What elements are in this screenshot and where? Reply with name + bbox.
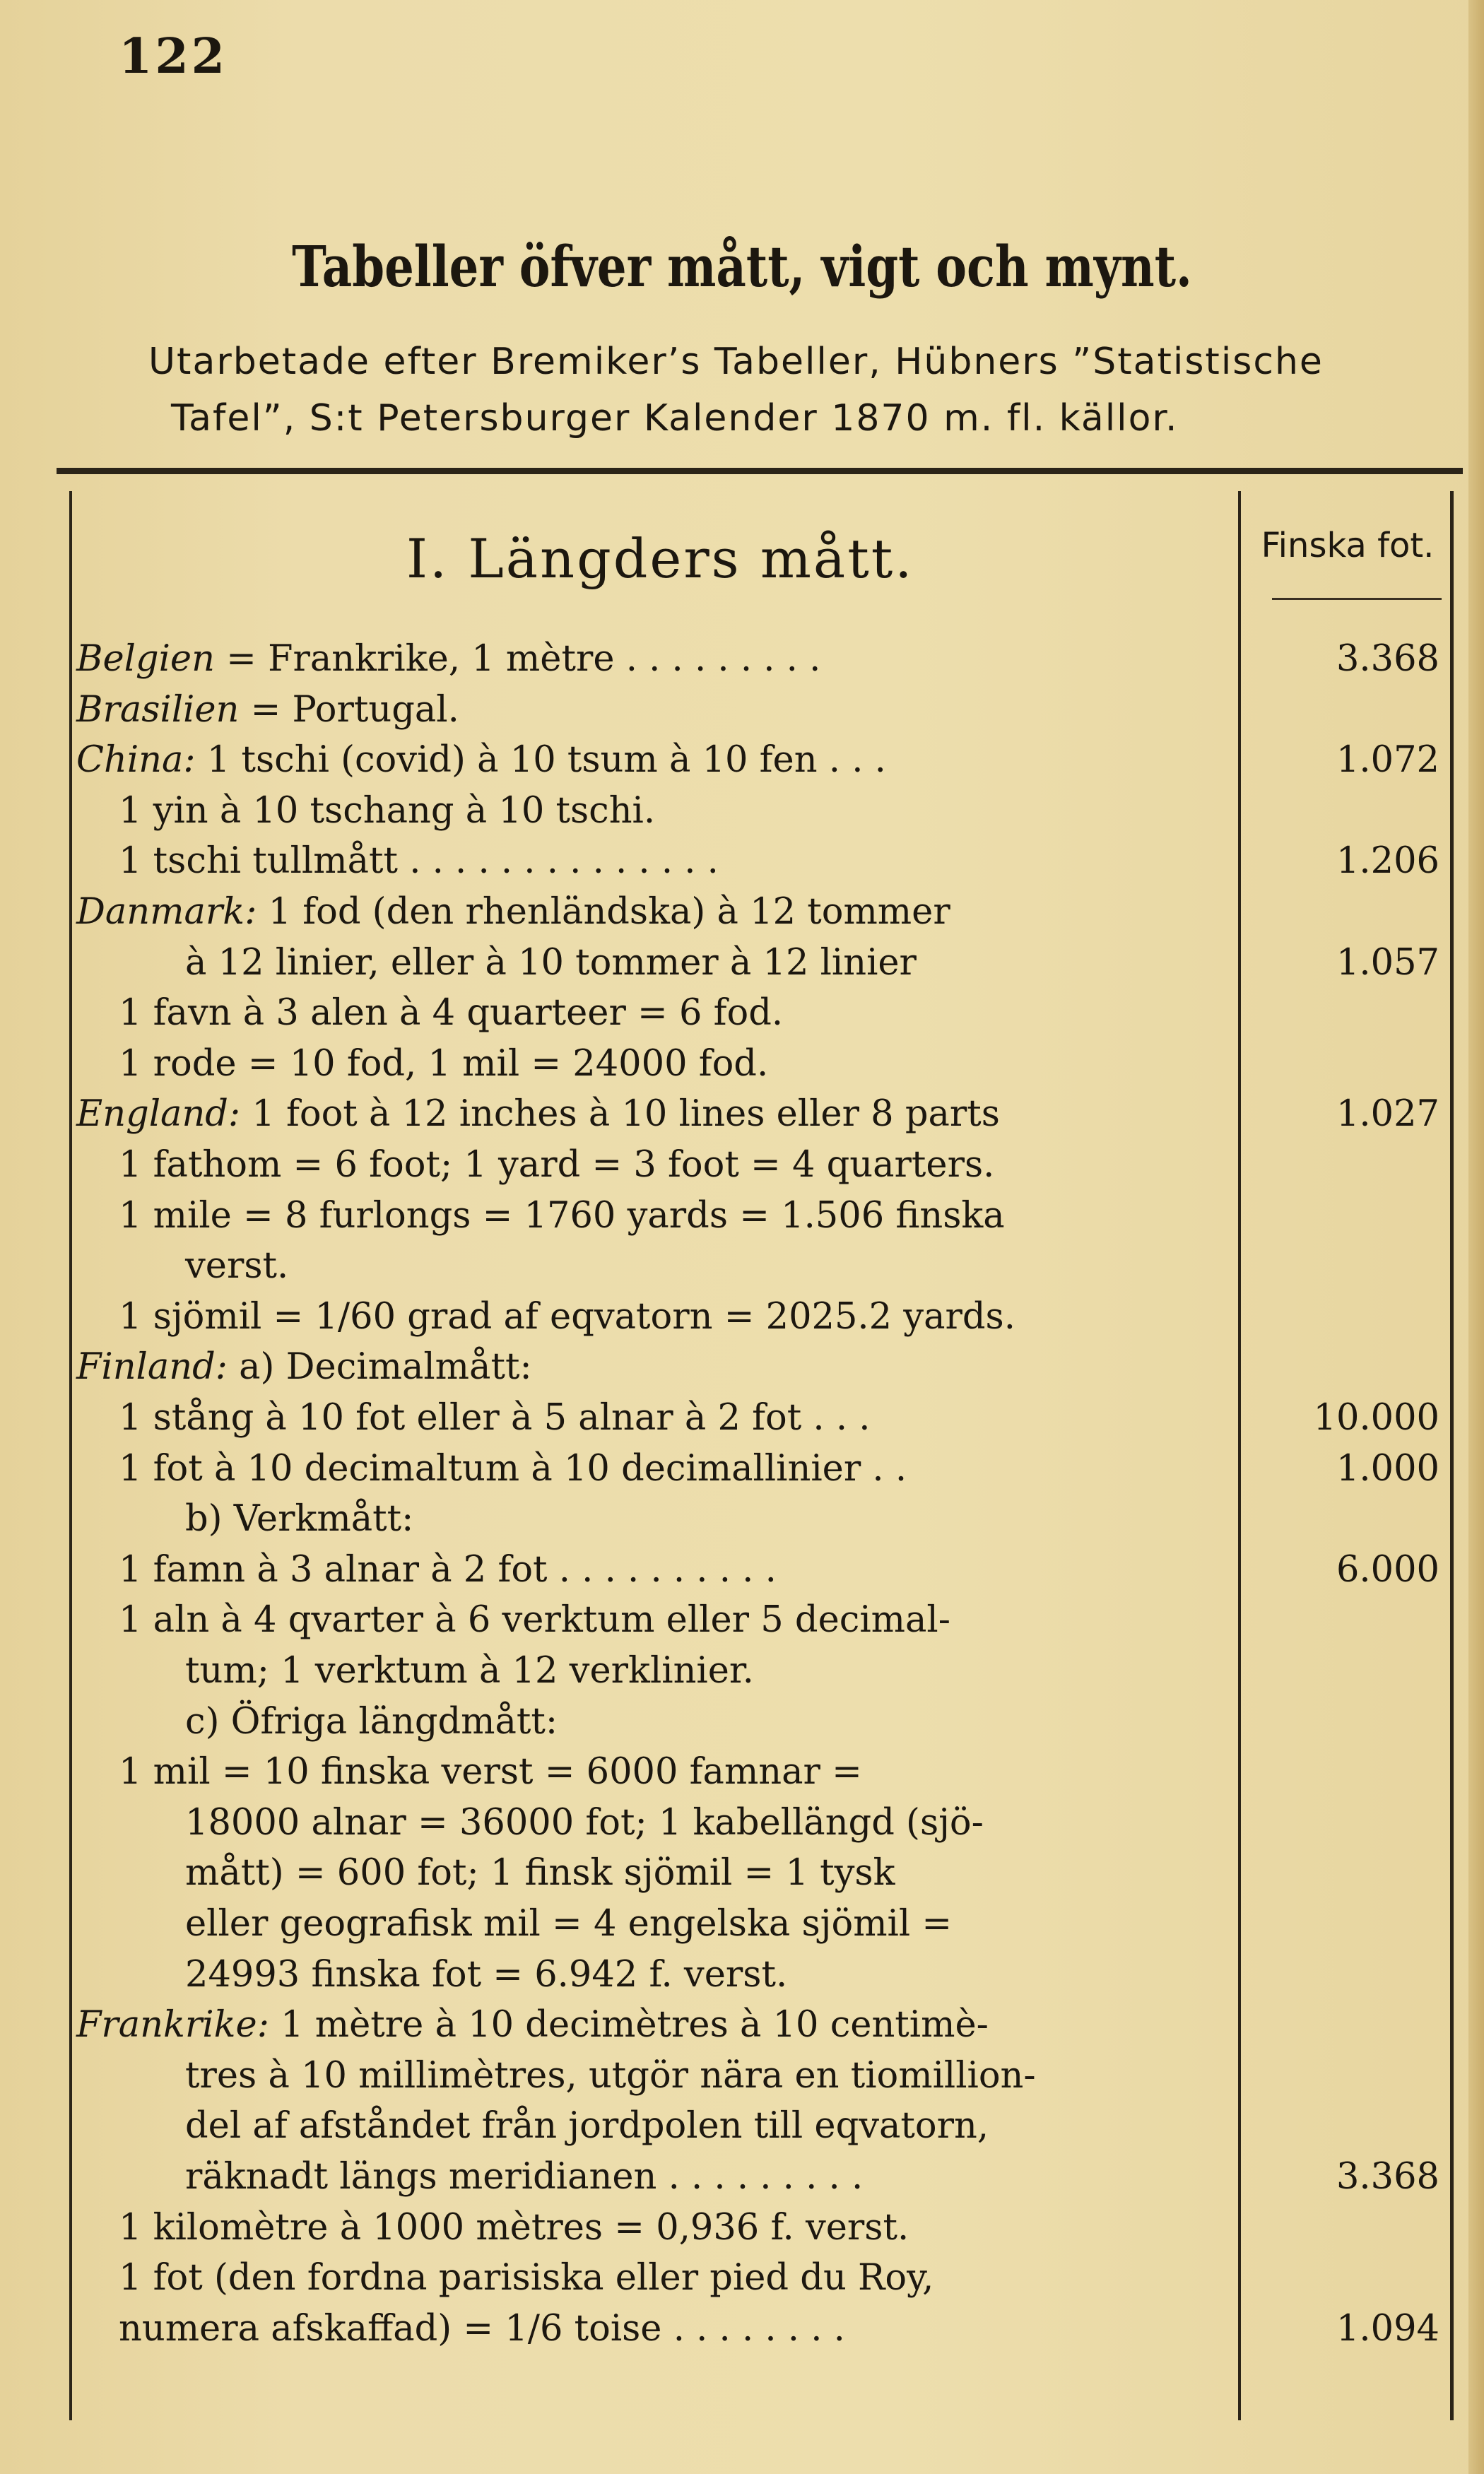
measure-description: 1 tschi tullmått . . . . . . . . . . . . . . — [119, 840, 719, 883]
row-text — [185, 2051, 1036, 2101]
table-row — [0, 1647, 1484, 1696]
table-row — [0, 1596, 1484, 1645]
table-row — [0, 989, 1484, 1038]
finska-fot-value: 1.072 — [1336, 739, 1439, 782]
row-text — [119, 787, 655, 836]
country-name: China: — [76, 739, 196, 782]
measure-description: 1 favn à 3 alen à 4 quarteer = 6 fod. — [119, 992, 784, 1035]
column-header-finska-fot: Finska fot. — [1261, 526, 1435, 565]
row-text — [185, 2152, 863, 2202]
measure-description: 24993 finska fot = 6.942 f. verst. — [185, 1953, 788, 1996]
measure-description: 1 tschi (covid) à 10 tsum à 10 fen . . . — [195, 739, 886, 782]
table-row — [0, 2102, 1484, 2151]
measure-description: 1 yin à 10 tschang à 10 tschi. — [119, 789, 656, 832]
table-row — [0, 1242, 1484, 1291]
table-row — [0, 1748, 1484, 1797]
section-title: I. Längders mått. — [406, 527, 914, 590]
table-row — [0, 1292, 1484, 1342]
measure-description: 1 fod (den rhenländska) à 12 tommer — [257, 891, 950, 933]
row-text — [185, 1849, 895, 1898]
measure-description: 18000 alnar = 36000 fot; 1 kabellängd (sjö- — [185, 1801, 984, 1844]
row-text — [76, 888, 950, 937]
table-row — [0, 1950, 1484, 2000]
table-row — [0, 2254, 1484, 2303]
row-text — [76, 736, 886, 785]
table-row — [0, 837, 1484, 886]
row-text — [119, 1039, 768, 1089]
row-text — [185, 1697, 558, 1747]
row-text — [119, 1191, 1005, 1241]
row-text — [119, 2254, 934, 2303]
measure-description: 1 rode = 10 fod, 1 mil = 24000 fod. — [119, 1042, 769, 1085]
measure-description: = Frankrike, 1 mètre . . . . . . . . . — [214, 638, 821, 680]
measure-description: 1 fot à 10 decimaltum à 10 decimallinier . . — [119, 1447, 907, 1490]
table-row — [0, 1495, 1484, 1544]
measure-description: numera afskaffad) = 1/6 toise . . . . . . . . — [119, 2307, 845, 2350]
page-number: 122 — [119, 28, 228, 85]
table-row — [0, 2001, 1484, 2050]
row-text — [119, 1394, 870, 1443]
measure-description: 1 sjömil = 1/60 grad af eqvatorn = 2025.2 yards. — [119, 1295, 1015, 1338]
table-row — [0, 1798, 1484, 1848]
country-name: Danmark: — [76, 891, 257, 933]
table-row — [0, 888, 1484, 937]
measure-description: a) Decimalmått: — [227, 1346, 532, 1389]
table-row — [0, 1343, 1484, 1392]
table-row — [0, 1394, 1484, 1443]
country-name: Belgien — [76, 638, 215, 680]
row-text — [76, 1343, 532, 1392]
row-text — [185, 1798, 984, 1848]
measure-description: 1 fathom = 6 foot; 1 yard = 3 foot = 4 quarters. — [119, 1144, 995, 1186]
page-title: Tabeller öfver mått, vigt och mynt. — [292, 233, 1192, 300]
subtitle — [148, 334, 1463, 447]
country-name: England: — [76, 1093, 241, 1136]
measure-description: tres à 10 millimètres, utgör nära en tiomillion- — [185, 2054, 1036, 2097]
row-text — [119, 1292, 1015, 1342]
country-name: Finland: — [76, 1346, 228, 1389]
row-text — [119, 1748, 862, 1797]
measure-description: à 12 linier, eller à 10 tommer à 12 linier — [185, 941, 917, 984]
finska-fot-value: 1.000 — [1336, 1447, 1439, 1490]
table-row — [0, 1191, 1484, 1241]
table-row — [0, 1090, 1484, 1139]
row-text — [185, 1899, 952, 1949]
table-row — [0, 1141, 1484, 1190]
row-text — [76, 2001, 989, 2050]
table-row — [0, 1849, 1484, 1898]
finska-fot-value: 10.000 — [1313, 1397, 1439, 1439]
row-text — [119, 1141, 994, 1190]
table-row — [0, 2152, 1484, 2202]
table-row — [0, 938, 1484, 988]
row-text — [185, 1950, 787, 2000]
measure-description: 1 foot à 12 inches à 10 lines eller 8 parts — [240, 1093, 1000, 1136]
measure-description: tum; 1 verktum à 12 verklinier. — [185, 1650, 754, 1692]
row-text — [76, 1090, 1000, 1139]
subtitle-line-1: Utarbetade efter Bremiker’s Tabeller, Hübners ”Statistische — [148, 341, 1324, 383]
row-text — [119, 2203, 909, 2253]
measure-description: 1 mil = 10 finska verst = 6000 famnar = — [119, 1751, 862, 1793]
table-row — [0, 1444, 1484, 1494]
column-header-underline — [1272, 598, 1442, 600]
measure-description: 1 mètre à 10 decimètres à 10 centimè- — [269, 2004, 989, 2046]
row-text — [185, 1495, 413, 1544]
table-row — [0, 2304, 1484, 2354]
measure-description: verst. — [185, 1245, 289, 1288]
country-name: Brasilien — [76, 688, 240, 731]
measure-description: mått) = 600 fot; 1 finsk sjömil = 1 tysk — [185, 1852, 895, 1895]
measure-description: eller geografisk mil = 4 engelska sjömil = — [185, 1903, 953, 1945]
measure-description: del af afståndet från jordpolen till eqvatorn, — [185, 2105, 989, 2148]
finska-fot-value: 1.027 — [1336, 1093, 1439, 1136]
subtitle-line-2: Tafel”, S:t Petersburger Kalender 1870 m. fl. källor. — [171, 397, 1179, 440]
table-row — [0, 1697, 1484, 1747]
row-text — [185, 938, 917, 988]
measure-description: räknadt längs meridianen . . . . . . . . . — [185, 2156, 864, 2198]
row-text — [76, 685, 459, 735]
measure-description: = Portugal. — [239, 688, 459, 731]
finska-fot-value: 1.094 — [1336, 2307, 1439, 2350]
row-text — [119, 1444, 907, 1494]
measure-description: 1 mile = 8 furlongs = 1760 yards = 1.506 finska — [119, 1194, 1005, 1237]
row-text — [185, 1242, 288, 1291]
row-text — [76, 635, 820, 684]
row-text — [185, 2102, 989, 2151]
row-text — [119, 837, 719, 886]
measure-description: 1 stång à 10 fot eller à 5 alnar à 2 fot . . . — [119, 1397, 871, 1439]
title-rule — [57, 468, 1463, 474]
country-name: Frankrike: — [76, 2004, 269, 2046]
table-row — [0, 1039, 1484, 1089]
finska-fot-value: 3.368 — [1336, 638, 1439, 680]
measure-description: c) Öfriga längdmått: — [185, 1700, 558, 1743]
measure-description: 1 fot (den fordna parisiska eller pied du Roy, — [119, 2257, 934, 2299]
measure-description: 1 kilomètre à 1000 mètres = 0,936 f. verst. — [119, 2206, 909, 2249]
table-row — [0, 635, 1484, 684]
finska-fot-value: 3.368 — [1336, 2156, 1439, 2198]
table-row — [0, 685, 1484, 735]
measure-description: 1 aln à 4 qvarter à 6 verktum eller 5 decimal- — [119, 1599, 950, 1642]
finska-fot-value: 1.206 — [1336, 840, 1439, 883]
row-text — [119, 1545, 777, 1595]
row-text — [119, 989, 783, 1038]
measure-description: b) Verkmått: — [185, 1498, 414, 1541]
measure-description: 1 famn à 3 alnar à 2 fot . . . . . . . . . . — [119, 1548, 777, 1591]
table-row — [0, 1545, 1484, 1595]
row-text — [185, 1647, 754, 1696]
table-row — [0, 2203, 1484, 2253]
finska-fot-value: 1.057 — [1336, 941, 1439, 984]
table-row — [0, 787, 1484, 836]
row-text — [119, 2304, 845, 2354]
finska-fot-value: 6.000 — [1336, 1548, 1439, 1591]
row-text — [119, 1596, 950, 1645]
table-row — [0, 1899, 1484, 1949]
table-row — [0, 736, 1484, 785]
table-row — [0, 2051, 1484, 2101]
